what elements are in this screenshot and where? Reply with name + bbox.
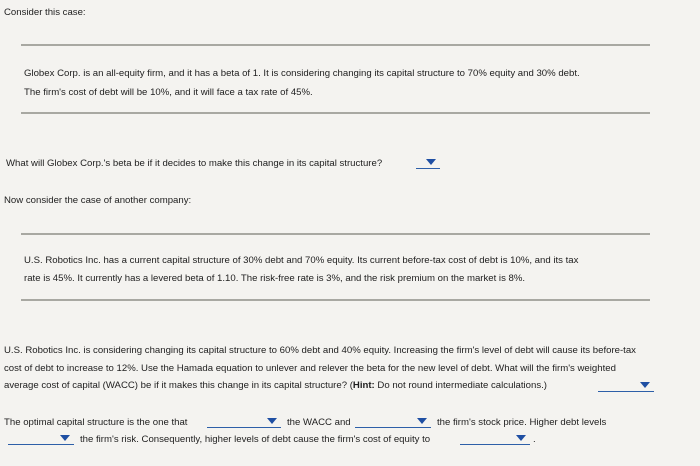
wacc-dropdown[interactable] <box>598 380 654 392</box>
intro-text: Consider this case: <box>4 7 86 18</box>
risk-dropdown[interactable] <box>8 433 74 445</box>
q3-part3: the firm's stock price. Higher debt levels <box>437 417 607 428</box>
hint-label: Hint: <box>352 380 375 391</box>
intro2-text: Now consider the case of another company: <box>4 195 192 206</box>
q3-period: . <box>533 434 536 445</box>
optimal-structure-dropdown[interactable] <box>207 416 281 428</box>
case2-line2: rate is 45%. It currently has a levered beta of 1.10. The risk-free rate is 3%, and the risk premium on the market is 8%. <box>24 273 526 284</box>
case2-line1: U.S. Robotics Inc. has a current capital structure of 30% debt and 70% equity. Its current before-tax cost of debt is 10%, and its tax <box>24 255 579 266</box>
dropdown-arrow-icon <box>417 418 427 424</box>
dropdown-arrow-icon <box>60 435 70 441</box>
dropdown-arrow-icon <box>640 382 650 388</box>
divider <box>21 112 650 114</box>
divider <box>21 44 650 46</box>
stock-price-dropdown[interactable] <box>355 416 431 428</box>
q3-part1: The optimal capital structure is the one that <box>4 417 188 428</box>
cost-of-equity-dropdown[interactable] <box>460 433 530 445</box>
beta-dropdown[interactable] <box>416 157 440 169</box>
q3-part4: the firm's risk. Consequently, higher levels of debt cause the firm's cost of equity to <box>80 434 431 445</box>
dropdown-arrow-icon <box>426 159 436 165</box>
question2-line3: average cost of capital (WACC) be if it makes this change in its capital structure? (Hint: Do not round intermediate calculations.) <box>4 380 547 391</box>
question1-text: What will Globex Corp.'s beta be if it decides to make this change in its capital structure? <box>6 158 383 169</box>
divider <box>21 233 650 235</box>
case1-line1: Globex Corp. is an all-equity firm, and it has a beta of 1. It is considering changing its capital structure to 70% equity and 30% debt. <box>24 68 580 79</box>
dropdown-arrow-icon <box>267 418 277 424</box>
question2-line1: U.S. Robotics Inc. is considering changing its capital structure to 60% debt and 40% equity. Increasing the firm's level of debt will cause its before-tax <box>4 345 636 356</box>
question2-line2: cost of debt to increase to 12%. Use the Hamada equation to unlever and relever the beta for the new level of debt. What will the firm's weighted <box>4 363 616 374</box>
dropdown-arrow-icon <box>516 435 526 441</box>
case1-line2: The firm's cost of debt will be 10%, and it will face a tax rate of 45%. <box>24 87 313 98</box>
divider <box>21 299 650 301</box>
q3-part2: the WACC and <box>287 417 351 428</box>
